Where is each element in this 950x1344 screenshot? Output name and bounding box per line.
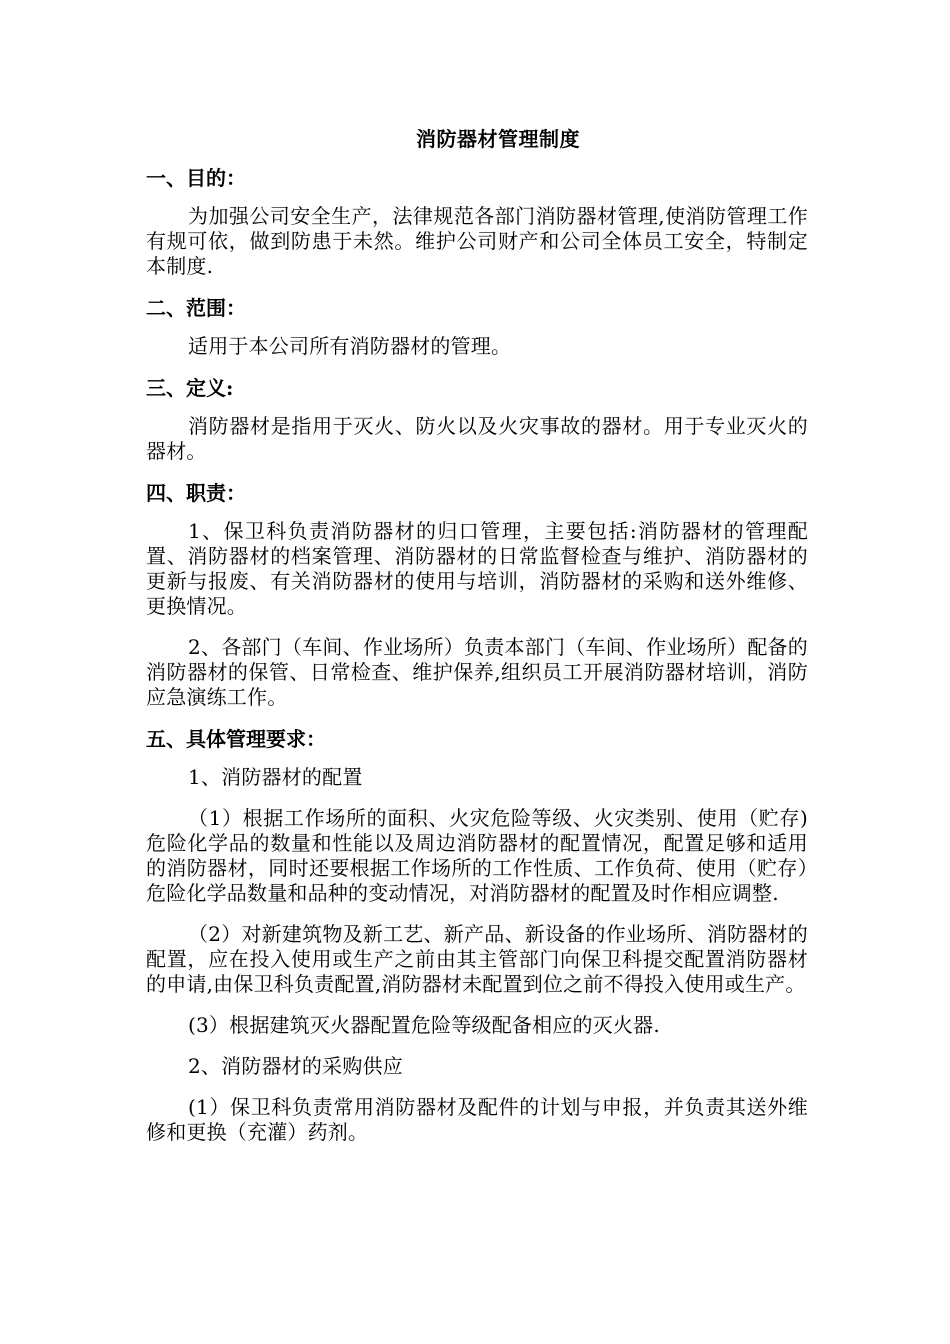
paragraph-purpose: 为加强公司安全生产，法律规范各部门消防器材管理,使消防管理工作有规可依，做到防患于未然。维护公司财产和公司全体员工安全，特制定本制度.: [146, 204, 808, 278]
paragraph-responsibility-1: 1、保卫科负责消防器材的归口管理，主要包括:消防器材的管理配置、消防器材的档案管理、消防器材的日常监督检查与维护、消防器材的更新与报废、有关消防器材的使用与培训，消防器材的采购和送外维修、更换情况。: [146, 519, 808, 618]
paragraph-definition: 消防器材是指用于灭火、防火以及火灾事故的器材。用于专业灭火的器材。: [146, 414, 808, 463]
paragraph-responsibility-2: 2、各部门（车间、作业场所）负责本部门（车间、作业场所）配备的消防器材的保管、日常检查、维护保养,组织员工开展消防器材培训，消防应急演练工作。: [146, 635, 808, 709]
document-title: 消防器材管理制度: [416, 127, 580, 151]
paragraph-requirement-config-1: （1）根据工作场所的面积、火灾危险等级、火灾类别、使用（贮存)危险化学品的数量和性能以及周边消防器材的配置情况，配置足够和适用的消防器材，同时还要根据工作场所的工作性质、工作负荷、使用（贮存）危险化学品数量和品种的变动情况，对消防器材的配置及时作相应调整.: [146, 806, 808, 905]
paragraph-requirement-config-title: 1、消防器材的配置: [188, 765, 363, 789]
paragraph-requirement-config-3: (3）根据建筑灭火器配置危险等级配备相应的灭火器.: [188, 1013, 660, 1037]
section-heading-definition: 三、定义:: [146, 376, 234, 400]
section-heading-scope: 二、范围：: [146, 296, 246, 320]
paragraph-requirement-config-2: （2）对新建筑物及新工艺、新产品、新设备的作业场所、消防器材的配置，应在投入使用或生产之前由其主管部门向保卫科提交配置消防器材的申请,由保卫科负责配置,消防器材未配置到位之前不得投入使用或生产。: [146, 922, 808, 996]
paragraph-requirement-purchase-title: 2、消防器材的采购供应: [188, 1054, 403, 1078]
section-heading-requirements: 五、具体管理要求：: [146, 727, 326, 751]
paragraph-scope: 适用于本公司所有消防器材的管理。: [188, 334, 512, 358]
document-body: [146, 165, 808, 1161]
section-heading-responsibilities: 四、职责：: [146, 481, 246, 505]
paragraph-requirement-purchase-1: (1）保卫科负责常用消防器材及配件的计划与申报，并负责其送外维修和更换（充灌）药剂。: [146, 1095, 808, 1144]
section-heading-purpose: 一、目的：: [146, 166, 246, 190]
